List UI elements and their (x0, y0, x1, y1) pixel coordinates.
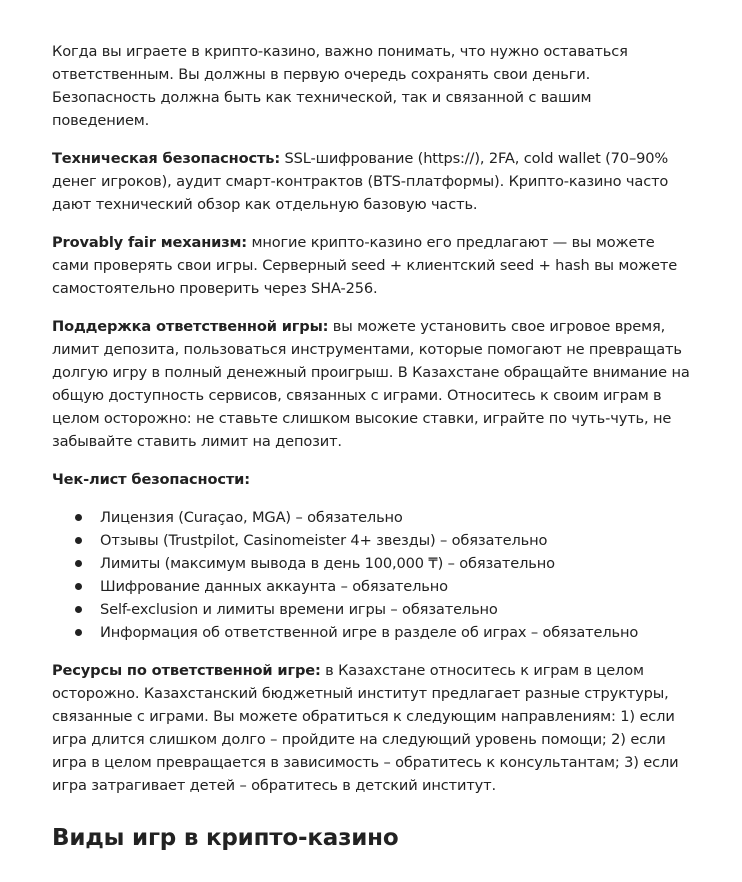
checklist-item-text: Отзывы (Trustpilot, Casinomeister 4+ звезды) – обязательно (100, 532, 548, 549)
checklist-item (75, 598, 690, 621)
checklist-item-text: Лицензия (Curaçao, MGA) – обязательно (100, 509, 403, 526)
resources-paragraph (52, 659, 690, 797)
checklist-item (75, 621, 690, 644)
checklist-item-text: Лимиты (максимум вывода в день 100,000 ₸) – обязательно (100, 555, 555, 572)
checklist-item-text: Self-exclusion и лимиты времени игры – обязательно (100, 601, 498, 618)
bullet-icon (75, 537, 82, 544)
checklist-item (75, 529, 690, 552)
section-heading: Виды игр в крипто-казино (52, 825, 399, 851)
checklist-title: Чек-лист безопасности: (52, 471, 250, 488)
bullet-icon (75, 514, 82, 521)
technical-security-paragraph (52, 147, 690, 216)
checklist-item (75, 575, 690, 598)
checklist-item (75, 552, 690, 575)
technical-security-label: Техническая безопасность: (52, 150, 281, 167)
responsible-support-label: Поддержка ответственной игры: (52, 318, 329, 335)
resources-label: Ресурсы по ответственной игре: (52, 662, 321, 679)
checklist-item (75, 506, 690, 529)
bullet-icon (75, 560, 82, 567)
resources-text: в Казахстане относитесь к играм в целом осторожно. Казахстанский бюджетный институт предлагает разные структуры, связанные с играми. Вы можете обратиться к следующим направлениям: 1) если игра длится слишком долго – пройдите на следующий уровень помощи; 2) если игра в целом превращается в зависимость – обратитесь к консультантам; 3) если игра затрагивает детей – обратитесь в детский институт. (52, 662, 679, 794)
provably-fair-paragraph (52, 231, 690, 300)
provably-fair-text: многие крипто-казино его предлагают — вы можете сами проверять свои игры. Серверный seed + клиентский seed + hash вы можете самостоятельно проверить через SHA-256. (52, 234, 678, 297)
checklist-item-text: Информация об ответственной игре в разделе об играх – обязательно (100, 624, 639, 641)
technical-security-text: SSL-шифрование (https://), 2FA, cold wallet (70–90% денег игроков), аудит смарт-контрактов (BTS-платформы). Крипто-казино часто дают технический обзор как отдельную базовую часть. (52, 150, 669, 213)
bullet-icon (75, 629, 82, 636)
responsible-support-paragraph (52, 315, 690, 453)
intro-paragraph: Когда вы играете в крипто-казино, важно понимать, что нужно оставаться ответственным. Вы должны в первую очередь сохранять свои деньги. Безопасность должна быть как технической, так и связанной с вашим поведением. (52, 43, 628, 129)
bullet-icon (75, 606, 82, 613)
security-checklist (52, 506, 690, 644)
bullet-icon (75, 583, 82, 590)
responsible-support-text: вы можете установить свое игровое время, лимит депозита, пользоваться инструментами, которые помогают не превращать долгую игру в полный денежный проигрыш. В Казахстане обращайте внимание на общую доступность сервисов, связанных с играми. Относитесь к своим играм в целом осторожно: не ставьте слишком высокие ставки, играйте по чуть-чуть, не забывайте ставить лимит на депозит. (52, 318, 690, 450)
provably-fair-label: Provably fair механизм: (52, 234, 247, 251)
checklist-item-text: Шифрование данных аккаунта – обязательно (100, 578, 448, 595)
